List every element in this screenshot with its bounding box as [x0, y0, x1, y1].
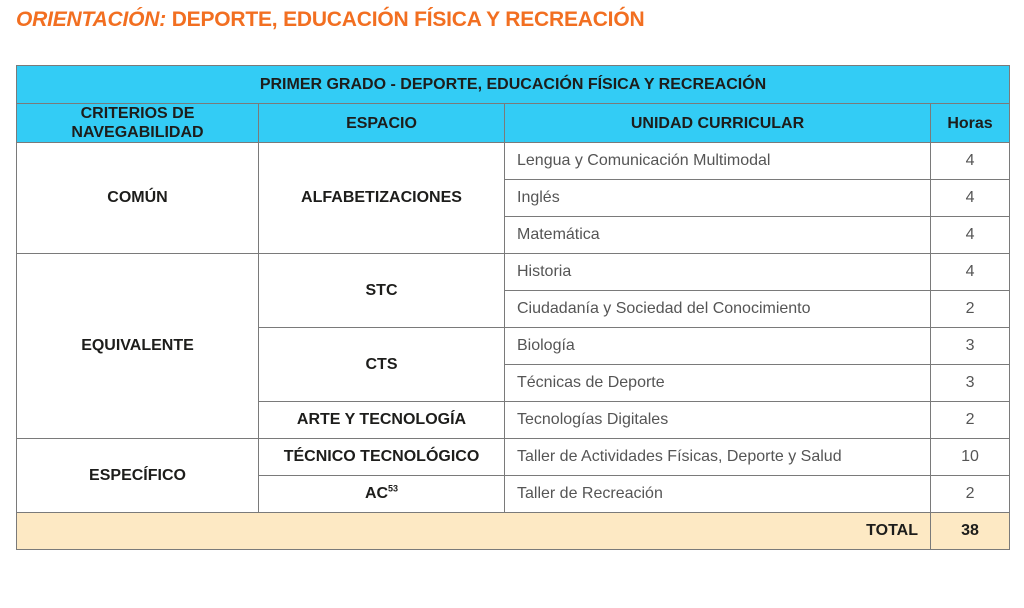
horas-cell: 10 [931, 439, 1010, 476]
header-row [17, 104, 1010, 143]
unidad-cell: Taller de Recreación [505, 476, 931, 513]
horas-cell: 2 [931, 291, 1010, 328]
criterio-equivalente: EQUIVALENTE [17, 254, 259, 439]
criterio-comun: COMÚN [17, 143, 259, 254]
espacio-alfabetizaciones: ALFABETIZACIONES [259, 143, 505, 254]
unidad-cell: Técnicas de Deporte [505, 365, 931, 402]
total-value: 38 [931, 513, 1010, 550]
footnote-marker: 53 [388, 483, 399, 494]
curriculum-table [16, 65, 1010, 550]
espacio-arte-tecnologia: ARTE Y TECNOLOGÍA [259, 402, 505, 439]
title-lead: ORIENTACIÓN: [16, 8, 167, 31]
horas-cell: 2 [931, 476, 1010, 513]
total-row [17, 513, 1010, 550]
header-criterios [17, 104, 259, 143]
table-row [17, 143, 1010, 180]
unidad-cell: Historia [505, 254, 931, 291]
espacio-stc: STC [259, 254, 505, 328]
horas-cell: 4 [931, 180, 1010, 217]
horas-cell: 3 [931, 328, 1010, 365]
unidad-cell: Biología [505, 328, 931, 365]
unidad-cell: Matemática [505, 217, 931, 254]
unidad-cell: Taller de Actividades Físicas, Deporte y Salud [505, 439, 931, 476]
espacio-ac [259, 476, 505, 513]
espacio-cts: CTS [259, 328, 505, 402]
header-horas: Horas [931, 104, 1010, 143]
unidad-cell: Lengua y Comunicación Multimodal [505, 143, 931, 180]
horas-cell: 3 [931, 365, 1010, 402]
unidad-cell: Inglés [505, 180, 931, 217]
table-caption: PRIMER GRADO - DEPORTE, EDUCACIÓN FÍSICA Y RECREACIÓN [17, 66, 1010, 104]
header-unidad: UNIDAD CURRICULAR [505, 104, 931, 143]
espacio-ac-label: AC [364, 485, 389, 502]
unidad-cell: Ciudadanía y Sociedad del Conocimiento [505, 291, 931, 328]
horas-cell: 4 [931, 143, 1010, 180]
horas-cell: 2 [931, 402, 1010, 439]
horas-cell: 4 [931, 254, 1010, 291]
espacio-tecnico-tecnologico: TÉCNICO TECNOLÓGICO [259, 439, 505, 476]
total-label: TOTAL [17, 513, 931, 550]
criterio-especifico: ESPECÍFICO [17, 439, 259, 513]
header-criterios-line2: NAVEGABILIDAD [71, 124, 204, 141]
table-row [17, 439, 1010, 476]
horas-cell: 4 [931, 217, 1010, 254]
header-espacio: ESPACIO [259, 104, 505, 143]
title-text: DEPORTE, EDUCACIÓN FÍSICA Y RECREACIÓN [171, 8, 645, 31]
caption-row [17, 66, 1010, 104]
page-title [16, 8, 644, 32]
header-criterios-line1: CRITERIOS DE [80, 105, 195, 122]
unidad-cell: Tecnologías Digitales [505, 402, 931, 439]
table-row [17, 254, 1010, 291]
